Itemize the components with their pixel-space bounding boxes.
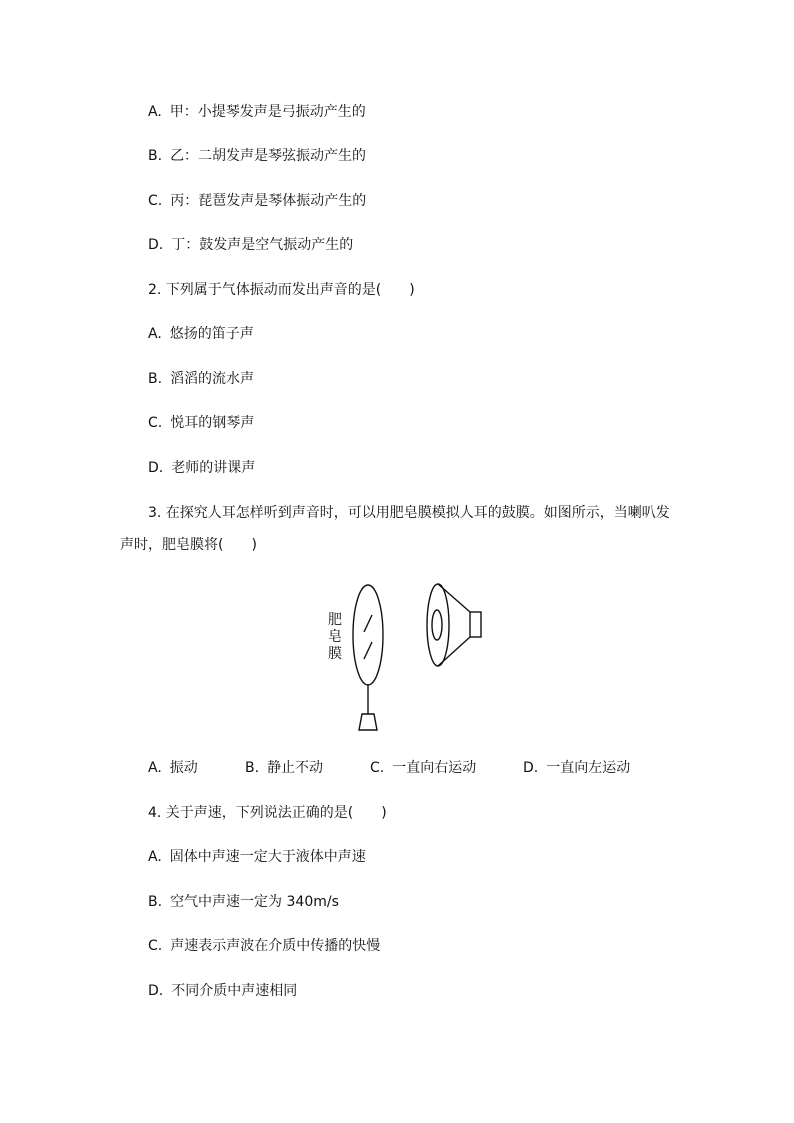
option-letter: A. [148,760,162,776]
option-letter: C. [148,938,163,954]
option-letter: A. [148,326,162,342]
film-mark [364,615,372,632]
option-text: 丁：鼓发声是空气振动产生的 [171,237,354,253]
option-letter: C. [148,193,163,209]
option-letter: B. [148,148,163,164]
figure-label-char: 膜 [328,646,342,662]
option-letter: B. [148,894,163,910]
option-text: 甲：小提琴发声是弓振动产生的 [169,104,366,120]
option-text: 悠扬的笛子声 [169,326,254,342]
q2-option-a [148,324,254,344]
option-letter: D. [148,237,164,253]
option-letter: C. [370,760,385,776]
option-text: 固体中声速一定大于液体中声速 [169,849,366,865]
option-letter: A. [148,849,162,865]
figure-label-char: 皂 [328,629,342,645]
loudspeaker [427,584,481,666]
option-text: 静止不动 [267,760,324,776]
q3-stem-line2: 声时，肥皂膜将( ) [120,537,257,553]
q4-option-a [148,847,366,867]
q1-option-b [148,146,366,166]
q3-option-a [148,758,198,778]
q3-option-d [523,758,630,778]
option-letter: D. [148,983,164,999]
film-mark [364,642,372,659]
stand-base [359,714,377,730]
option-text: 老师的讲课声 [171,460,256,476]
option-letter: B. [245,760,260,776]
soap-film-ring [353,585,383,730]
option-text: 振动 [169,760,198,776]
option-letter: D. [523,760,539,776]
q3-option-b [245,758,323,778]
q3-stem-line1: 3. 在探究人耳怎样听到声音时，可以用肥皂膜模拟人耳的鼓膜。如图所示，当喇叭发 [148,505,670,521]
q4-stem: 4. 关于声速，下列说法正确的是( ) [148,805,387,821]
option-text: 空气中声速一定为 340m/s [170,894,339,910]
q2-option-c [148,413,254,433]
q1-option-d [148,235,353,255]
q1-option-c [148,191,366,211]
q4-option-c [148,936,380,956]
option-text: 乙：二胡发声是琴弦振动产生的 [170,148,367,164]
option-text: 一直向右运动 [392,760,477,776]
option-text: 滔滔的流水声 [170,371,255,387]
option-letter: C. [148,415,163,431]
q2-option-d [148,458,255,478]
option-text: 悦耳的钢琴声 [170,415,255,431]
soap-film-speaker-figure [320,580,500,740]
q2-option-b [148,369,254,389]
q4-option-d [148,981,297,1001]
option-text: 不同介质中声速相同 [171,983,298,999]
option-letter: B. [148,371,163,387]
option-letter: D. [148,460,164,476]
q1-option-a [148,102,366,122]
figure-label-char: 肥 [328,612,342,628]
option-text: 丙：琵琶发声是琴体振动产生的 [170,193,367,209]
q3-option-c [370,758,476,778]
figure-drawing [320,580,500,740]
option-text: 一直向左运动 [546,760,631,776]
q4-option-b [148,892,339,912]
q2-stem: 2. 下列属于气体振动而发出声音的是( ) [148,282,415,298]
option-text: 声速表示声波在介质中传播的快慢 [170,938,381,954]
option-letter: A. [148,104,162,120]
